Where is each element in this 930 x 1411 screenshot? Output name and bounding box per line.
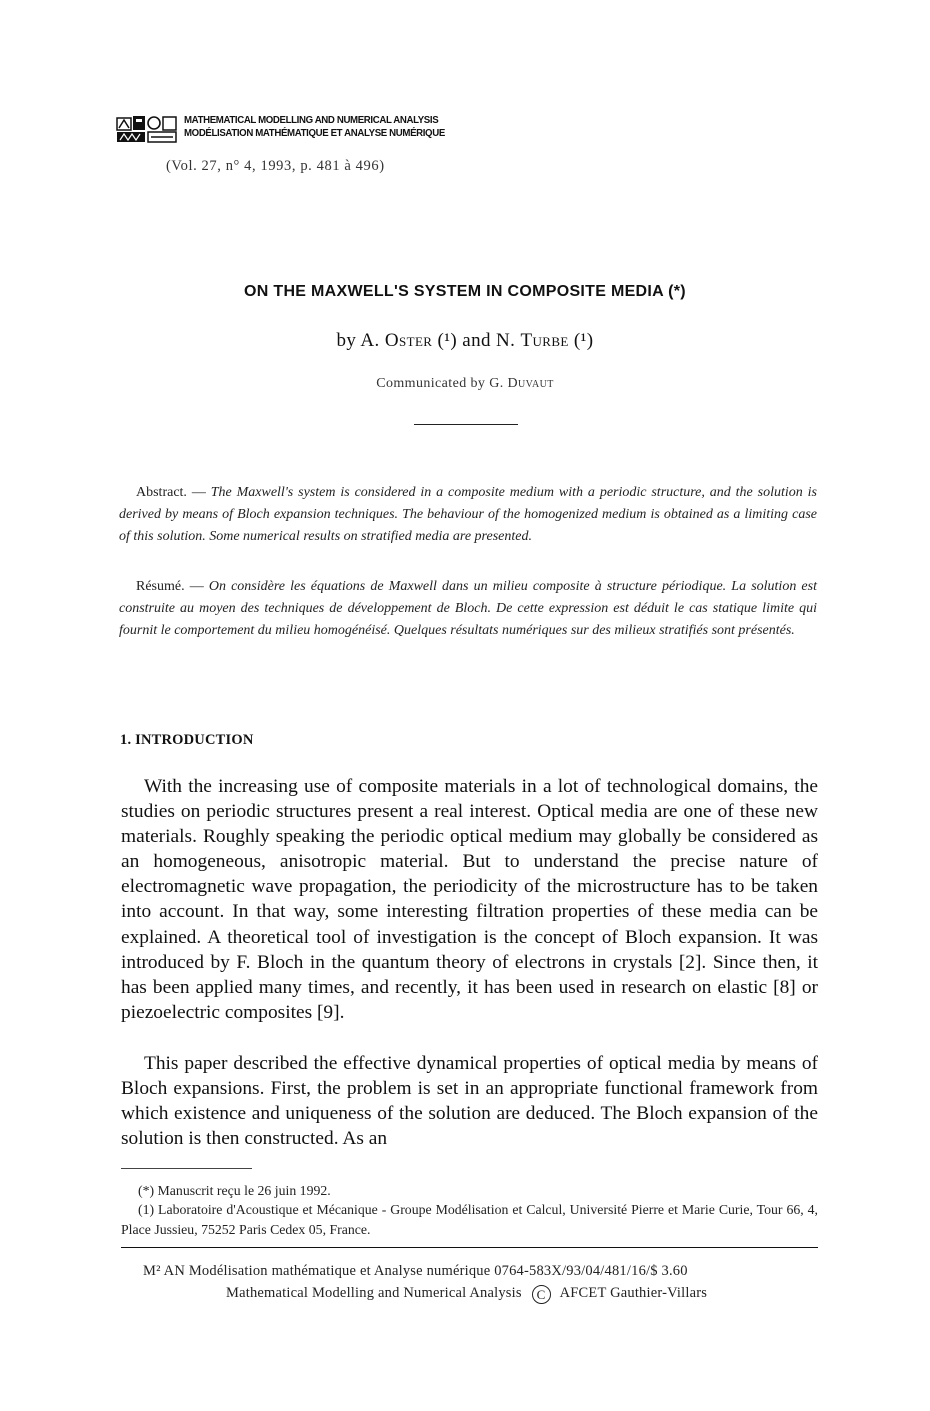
author2-note-mark: (¹)	[573, 330, 594, 351]
by-label: by A.	[336, 330, 380, 351]
intro-paragraph-1: With the increasing use of composite materials in a lot of technological domains, the studies on periodic structures present a real interest. Optical media are one of these new materials. Roughly speaking the periodic optical medium may globally be considered as an homogeneous, anisotropic material. But to understand the precise nature of electromagnetic wave propagation, the periodicity of the microstructure has to be taken into account. In that way, some interesting filtration properties of these media can be explained. A theoretical tool of investigation is the concept of Bloch expansion. It was introduced by F. Bloch in the quantum theory of electrons in crystals [2]. Since then, it has been applied many times, and recently, it has been used in research on elastic [8] or piezoelectric composites [9].	[121, 776, 818, 1023]
author-turbe: Turbe	[520, 330, 569, 351]
abstract-text: The Maxwell's system is considered in a composite medium with a periodic structure, and the solution is derived by means of Bloch expansion techniques. The behaviour of the homogenized medium is obtained as a limiting case of this solution. Some numerical results on stratified media are presented.	[119, 485, 818, 544]
resume-paragraph	[119, 576, 817, 642]
copyright-icon: C	[532, 1285, 551, 1304]
communicated-by	[0, 376, 930, 392]
author-oster: Oster	[384, 330, 433, 351]
abstract-label: Abstract. —	[136, 485, 206, 500]
footer-divider	[121, 1247, 818, 1248]
resume-label: Résumé. —	[136, 579, 204, 594]
journal-title-fr: MODÉLISATION MATHÉMATIQUE ET ANALYSE NUMÉRIQUE	[184, 127, 445, 139]
journal-logo-icon	[116, 114, 178, 144]
communicated-label: Communicated by G.	[376, 376, 504, 391]
author1-note-mark: (¹)	[437, 330, 458, 351]
footer-journal-info: M² AN Modélisation mathématique et Analyse numérique 0764-583X/93/04/481/16/$ 3.60	[143, 1263, 688, 1279]
title-divider	[414, 424, 518, 425]
footer-publisher-name: AFCET Gauthier-Villars	[559, 1285, 708, 1301]
footnote-divider	[121, 1168, 252, 1169]
resume-text: On considère les équations de Maxwell dans un milieu composite à structure périodique. La solution est construite au moyen des techniques de développement de Bloch. De cette expression est déduit le cas statique limite qui fournit le comportement du milieu homogénéisé. Quelques résultats numériques sur des milieux stratifiés sont présentés.	[119, 579, 817, 638]
footer-publisher	[226, 1285, 707, 1304]
journal-header	[116, 114, 468, 144]
abstract-paragraph	[119, 482, 817, 548]
article-title: ON THE MAXWELL'S SYSTEM IN COMPOSITE MEDIA (*)	[244, 283, 686, 300]
and-label: and N.	[462, 330, 516, 351]
footnote-star: (*) Manuscrit reçu le 26 juin 1992.	[138, 1183, 331, 1198]
authors-line	[0, 330, 930, 352]
intro-paragraph-2: This paper described the effective dynamical properties of optical media by means of Bloch expansions. First, the problem is set in an appropriate functional framework from which existence and uniqueness of the solution are deduced. The Bloch expansion of the solution is then constructed. As an	[121, 1053, 818, 1150]
footnote-one: (1) Laboratoire d'Acoustique et Mécanique - Groupe Modélisation et Calcul, Université Pierre et Marie Curie, Tour 66, 4, Place Jussieu, 75252 Paris Cedex 05, France.	[121, 1202, 818, 1237]
journal-title-en: MATHEMATICAL MODELLING AND NUMERICAL ANALYSIS	[184, 114, 439, 126]
communicator-name: Duvaut	[507, 376, 554, 391]
footer-journal-name: Mathematical Modelling and Numerical Analysis	[226, 1285, 522, 1301]
section-heading: 1. INTRODUCTION	[120, 732, 254, 748]
volume-info: (Vol. 27, n° 4, 1993, p. 481 à 496)	[166, 158, 385, 174]
